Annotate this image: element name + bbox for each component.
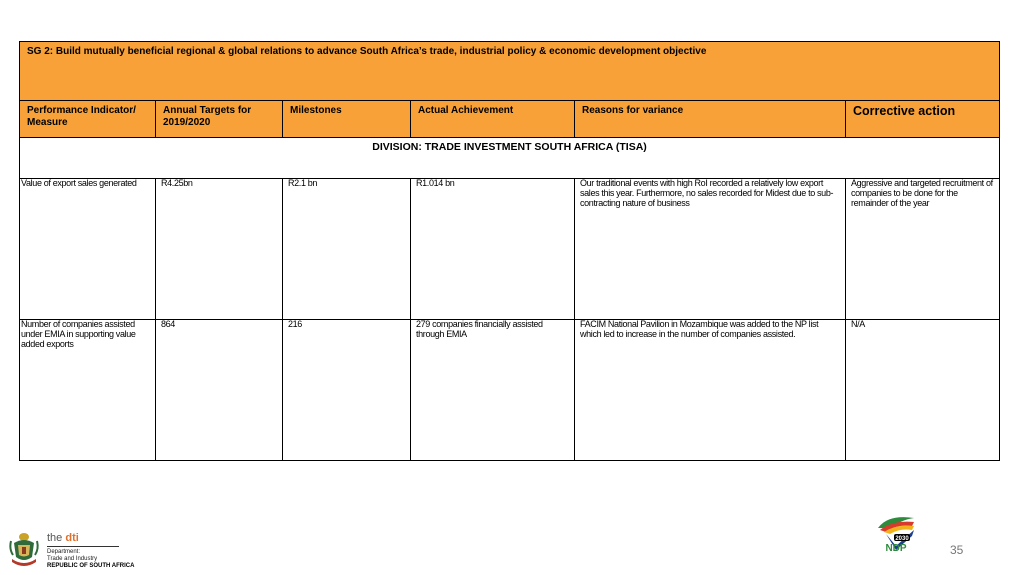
- country-label: REPUBLIC OF SOUTH AFRICA: [47, 563, 135, 569]
- cell-reason: FACIM National Pavilion in Mozambique was added to the NP list which led to increase in the number of companies assisted.: [575, 320, 846, 461]
- cell-target: R4.25bn: [156, 179, 283, 320]
- header-corrective: Corrective action: [846, 101, 1000, 138]
- cell-indicator: Value of export sales generated: [20, 179, 156, 320]
- dept-line1: Department:: [47, 549, 81, 555]
- dti-logo: [47, 532, 134, 570]
- ndp-year: 2030: [895, 536, 909, 542]
- table-row: [20, 320, 1000, 461]
- table-row: [20, 179, 1000, 320]
- brand-dti: dti: [65, 532, 79, 544]
- cell-indicator: Number of companies assisted under EMIA in supporting value added exports: [20, 320, 156, 461]
- dept-line2: Trade and Industry: [47, 556, 98, 562]
- cell-reason: Our traditional events with high RoI recorded a relatively low export sales this year. Furthermore, no sales recorded for Midest due to sub-contracting nature of business: [575, 179, 846, 320]
- header-milestones: Milestones: [283, 101, 411, 138]
- division-heading: DIVISION: TRADE INVESTMENT SOUTH AFRICA (TISA): [20, 138, 1000, 179]
- page-number: 35: [950, 543, 964, 557]
- table-header-row: [20, 101, 1000, 138]
- ndp-text: NDP: [885, 543, 907, 552]
- cell-corrective: Aggressive and targeted recruitment of companies to be done for the remainder of the year: [846, 179, 1000, 320]
- cell-milestone: R2.1 bn: [283, 179, 411, 320]
- header-reasons: Reasons for variance: [575, 101, 846, 138]
- ndp-2030-logo: [874, 512, 918, 552]
- header-actual: Actual Achievement: [411, 101, 575, 138]
- brand-the: the: [47, 532, 63, 544]
- header-indicator: Performance Indicator/ Measure: [20, 101, 156, 138]
- cell-milestone: 216: [283, 320, 411, 461]
- logo-divider: [47, 546, 119, 547]
- performance-table: [19, 41, 1000, 461]
- header-target: Annual Targets for 2019/2020: [156, 101, 283, 138]
- cell-actual: R1.014 bn: [411, 179, 575, 320]
- cell-target: 864: [156, 320, 283, 461]
- cell-corrective: N/A: [846, 320, 1000, 461]
- strategic-goal-title: SG 2: Build mutually beneficial regional & global relations to advance South Africa’s trade, industrial policy & economic development objective: [20, 42, 1000, 101]
- cell-actual: 279 companies financially assisted through EMIA: [411, 320, 575, 461]
